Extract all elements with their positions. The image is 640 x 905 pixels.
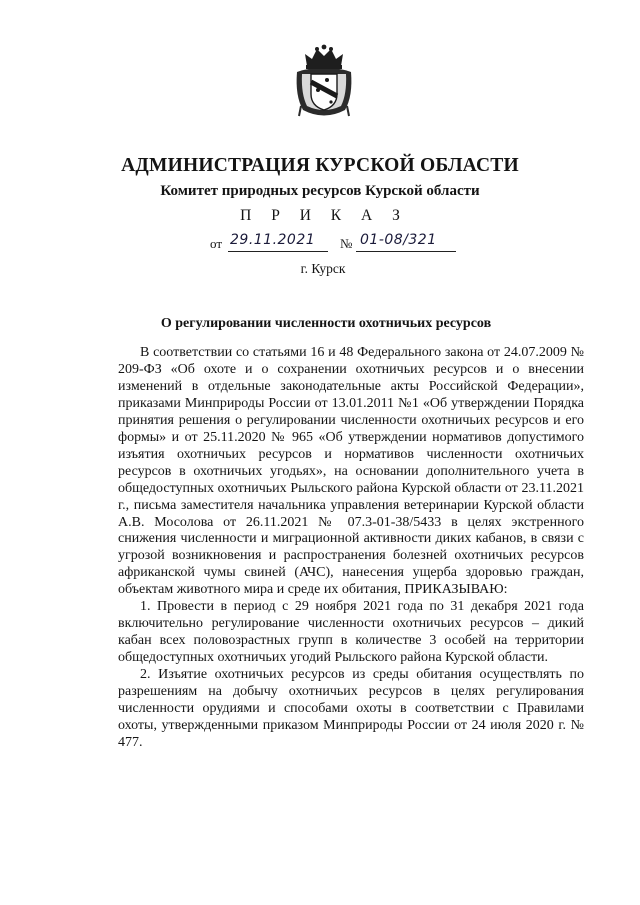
preamble-paragraph: В соответствии со статьями 16 и 48 Федерального закона от 24.07.2009 № 209-ФЗ «Об охоте и о сохранении охотничьих ресурсов и о внесении изменений в отдельные законодательные акты Российской Федерации», приказами Минприроды России от 13.01.2011 №1 «Об утверждении Порядка принятия решения о регулировании численности охотничьих ресурсов и его формы» и от 25.11.2020 № 965 «Об утверждении нормативов допустимого изъятия охотничьих ресурсов и нормативов численности охотничьих ресурсов в охотничьих угодьях», на основании дополнительного учета в общедоступных охотничьих Рыльского района Курской области от 23.11.2021 г., письма заместителя начальника управления ветеринарии Курской области А.В. Мосолова от 26.11.2021 № 07.3-01-38/5433 в целях экстренного снижения численности и миграционной активности диких кабанов, в связи с угрозой возникновения и распространения болезней охотничьих ресурсов африканской чумы свиней (АЧС), нанесения ущерба здоровью граждан, объектам животного мира и среде их обитания, ПРИКАЗЫВАЮ:: [118, 345, 584, 598]
order-subject: О регулировании численности охотничьих ресурсов: [160, 316, 492, 331]
date-label: от: [210, 236, 223, 251]
date-underline: [228, 251, 328, 252]
city: г. Курск: [300, 261, 346, 276]
clause-1-paragraph: 1. Провести в период с 29 ноября 2021 года по 31 декабря 2021 года включительно регулирование численности охотничьих ресурсов – дикий кабан всех половозрастных групп в количестве 3 особей на территории общедоступных охотничьих угодий Рыльского района Курской области.: [118, 599, 584, 666]
order-body: [118, 345, 584, 752]
clause-2-paragraph: 2. Изъятие охотничьих ресурсов из среды обитания осуществлять по разрешениям на добычу охотничьих ресурсов в целях регулирования численности орудиями и способами охоты в соответствии с Правилами охоты, утвержденными приказом Минприроды России от 24 июля 2020 г. № 477.: [118, 667, 584, 750]
order-date: 29.11.2021: [230, 232, 316, 248]
order-number: 01-08/321: [360, 232, 437, 248]
coat-of-arms-icon: [293, 44, 355, 122]
number-underline: [356, 251, 456, 252]
document-type: П Р И К А З: [240, 207, 408, 224]
administration-title: АДМИНИСТРАЦИЯ КУРСКОЙ ОБЛАСТИ: [121, 155, 519, 176]
committee-name: Комитет природных ресурсов Курской области: [160, 183, 480, 199]
number-label: №: [340, 236, 353, 251]
order-date-number: [210, 232, 470, 253]
